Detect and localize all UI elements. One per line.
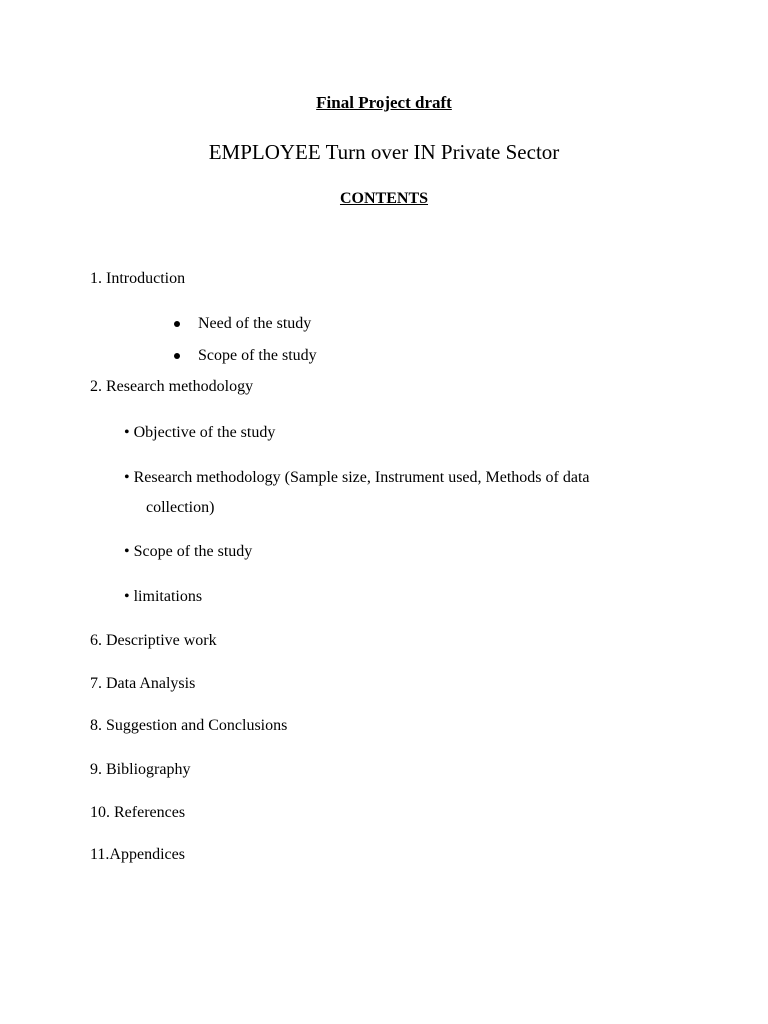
toc-subitem-label: Scope of the study bbox=[198, 347, 317, 364]
toc-item-appendices: 11.Appendices bbox=[90, 846, 185, 863]
toc-subitem-label: limitations bbox=[133, 588, 203, 605]
toc-item-references: 10. References bbox=[90, 804, 186, 821]
toc-subitem-scope bbox=[124, 544, 252, 560]
toc-subitem-research-methodology bbox=[124, 470, 590, 486]
toc-item-bibliography: 9. Bibliography bbox=[90, 761, 191, 778]
bullet-icon: • bbox=[124, 469, 130, 486]
bullet-icon: • bbox=[124, 424, 130, 441]
toc-item-suggestion-conclusions: 8. Suggestion and Conclusions bbox=[90, 717, 288, 734]
toc-item-descriptive-work: 6. Descriptive work bbox=[90, 632, 217, 649]
bullet-icon bbox=[174, 353, 180, 359]
document-title: EMPLOYEE Turn over IN Private Sector bbox=[208, 140, 560, 164]
toc-subitem-continuation: collection) bbox=[146, 499, 215, 516]
bullet-icon: • bbox=[124, 588, 130, 605]
toc-subitem-objective bbox=[124, 425, 275, 441]
contents-heading: CONTENTS bbox=[339, 190, 429, 207]
toc-subitem-need-of-study bbox=[174, 316, 311, 332]
toc-item-introduction: 1. Introduction bbox=[90, 270, 186, 287]
toc-subitem-scope-of-study bbox=[174, 348, 317, 364]
toc-subitem-label: Research methodology (Sample size, Instrument used, Methods of data bbox=[133, 469, 590, 486]
toc-item-data-analysis: 7. Data Analysis bbox=[90, 675, 196, 692]
toc-item-research-methodology: 2. Research methodology bbox=[90, 378, 254, 395]
toc-subitem-label: Scope of the study bbox=[133, 543, 253, 560]
toc-subitem-limitations bbox=[124, 589, 202, 605]
bullet-icon: • bbox=[124, 543, 130, 560]
bullet-icon bbox=[174, 321, 180, 327]
toc-subitem-label: Objective of the study bbox=[133, 424, 276, 441]
toc-subitem-label: Need of the study bbox=[198, 315, 312, 332]
draft-heading: Final Project draft bbox=[316, 93, 452, 112]
